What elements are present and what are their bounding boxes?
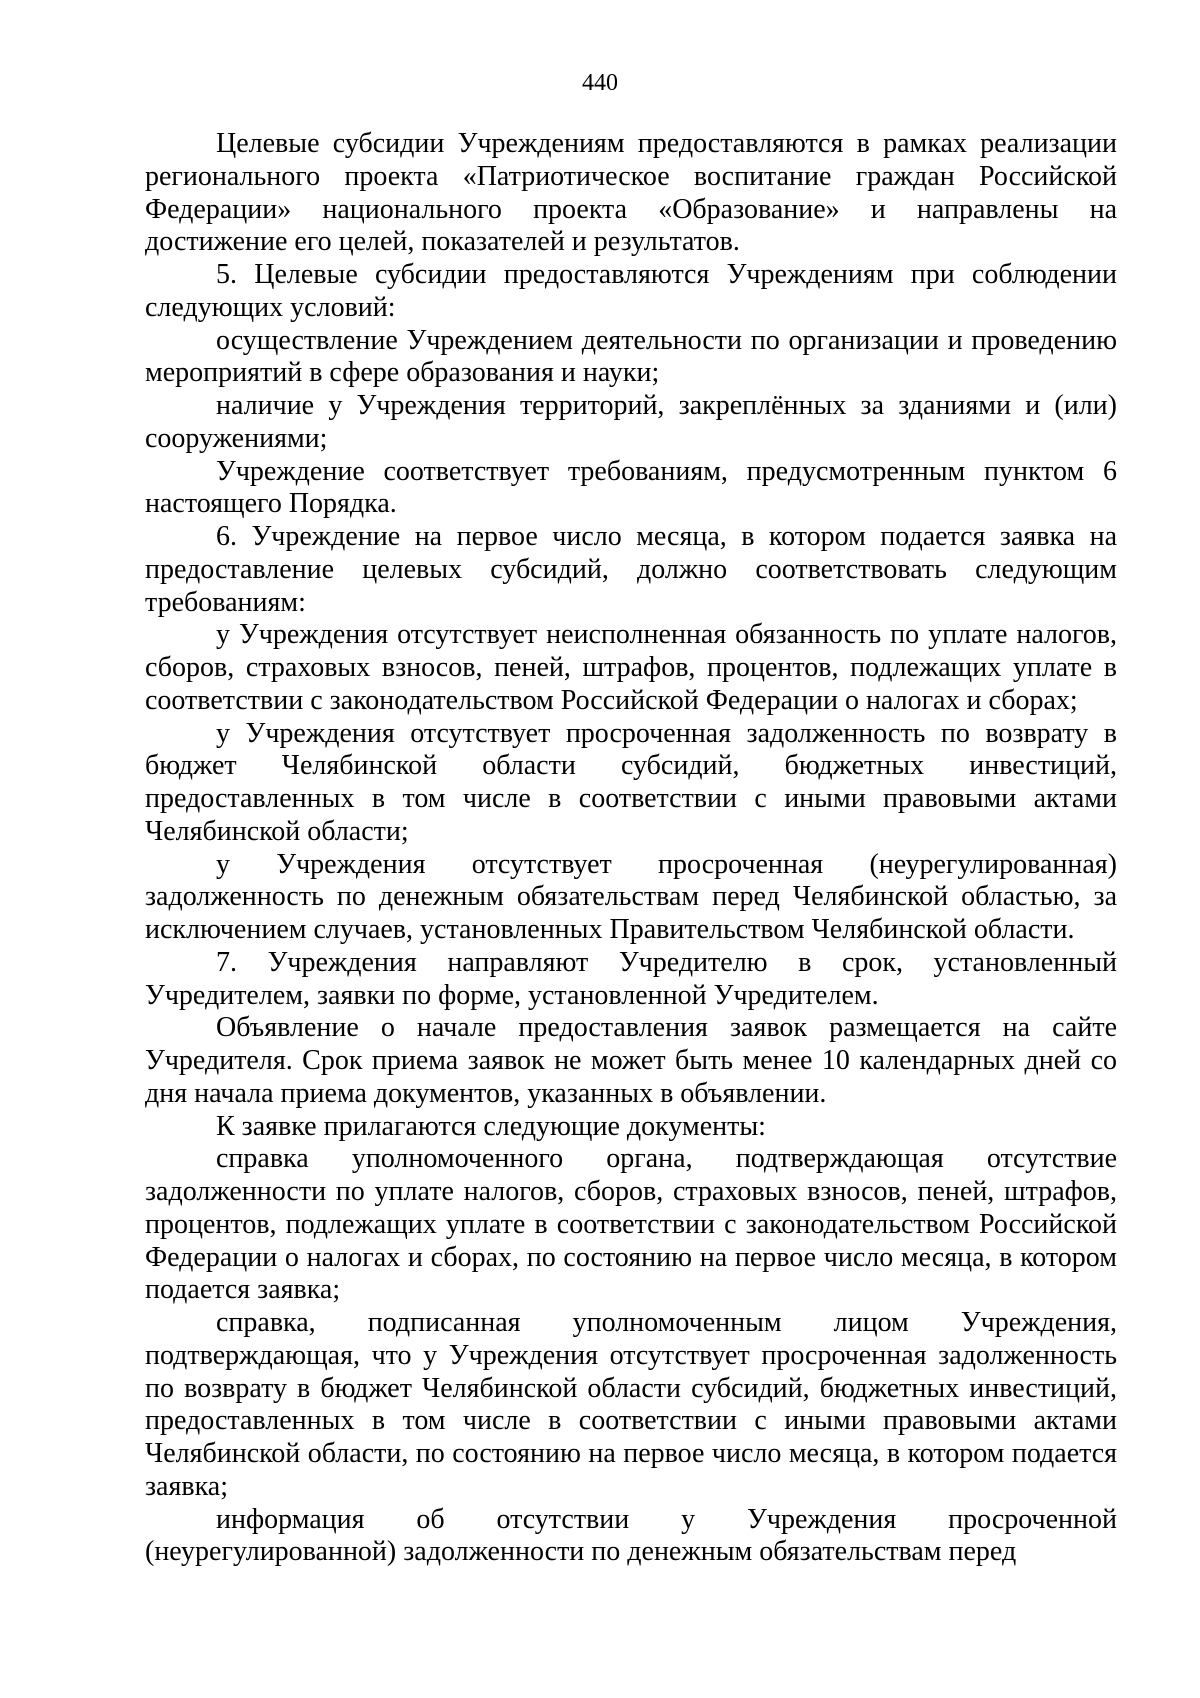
paragraph: у Учреждения отсутствует неисполненная обязанность по уплате налогов, сборов, страховых взносов, пеней, штрафов, процентов, подлежащих уплате в соответствии с законодательством Российской Федерации о налогах и сборах; (145, 619, 1117, 716)
paragraph: у Учреждения отсутствует просроченная задолженность по возврату в бюджет Челябинской области субсидий, бюджетных инвестиций, предоставленных в том числе в соответствии с иными правовыми актами Челябинской области; (145, 717, 1117, 847)
paragraph: Объявление о начале предоставления заявок размещается на сайте Учредителя. Срок приема заявок не может быть менее 10 календарных дней со дня начала приема документов, указанных в объявлении. (145, 1012, 1117, 1109)
document-body (145, 128, 1117, 1569)
paragraph: у Учреждения отсутствует просроченная (неурегулированная) задолженность по денежным обязательствам перед Челябинской областью, за исключением случаев, установленных Правительством Челябинской области. (145, 848, 1117, 945)
paragraph: информация об отсутствии у Учреждения просроченной (неурегулированной) задолженности по денежным обязательствам перед (145, 1503, 1117, 1568)
paragraph: справка уполномоченного органа, подтверждающая отсутствие задолженности по уплате налогов, сборов, страховых взносов, пеней, штрафов, процентов, подлежащих уплате в соответствии с законодательством Российской Федерации о налогах и сборах, по состоянию на первое число месяца, в котором подается заявка; (145, 1143, 1117, 1306)
paragraph: Учреждение соответствует требованиям, предусмотренным пунктом 6 настоящего Порядка. (145, 455, 1117, 520)
paragraph: К заявке прилагаются следующие документы: (216, 1110, 766, 1142)
paragraph: 7. Учреждения направляют Учредителю в срок, установленный Учредителем, заявки по форме, установленной Учредителем. (145, 946, 1117, 1011)
paragraph: Целевые субсидии Учреждениям предоставляются в рамках реализации регионального проекта «Патриотическое воспитание граждан Российской Федерации» национального проекта «Образование» и направлены на достижение его целей, показателей и результатов. (145, 128, 1117, 258)
paragraph: осуществление Учреждением деятельности по организации и проведению мероприятий в сфере образования и науки; (145, 324, 1117, 389)
paragraph: 6. Учреждение на первое число месяца, в котором подается заявка на предоставление целевых субсидий, должно соответствовать следующим требованиям: (145, 521, 1117, 618)
paragraph: справка, подписанная уполномоченным лицом Учреждения, подтверждающая, что у Учреждения отсутствует просроченная задолженность по возврату в бюджет Челябинской области субсидий, бюджетных инвестиций, предоставленных в том числе в соответствии с иными правовыми актами Челябинской области, по состоянию на первое число месяца, в котором подается заявка; (145, 1307, 1117, 1502)
page-number: 440 (582, 70, 618, 96)
paragraph: наличие у Учреждения территорий, закреплённых за зданиями и (или) сооружениями; (145, 390, 1117, 454)
paragraph: 5. Целевые субсидии предоставляются Учреждениям при соблюдении следующих условий: (145, 259, 1117, 323)
